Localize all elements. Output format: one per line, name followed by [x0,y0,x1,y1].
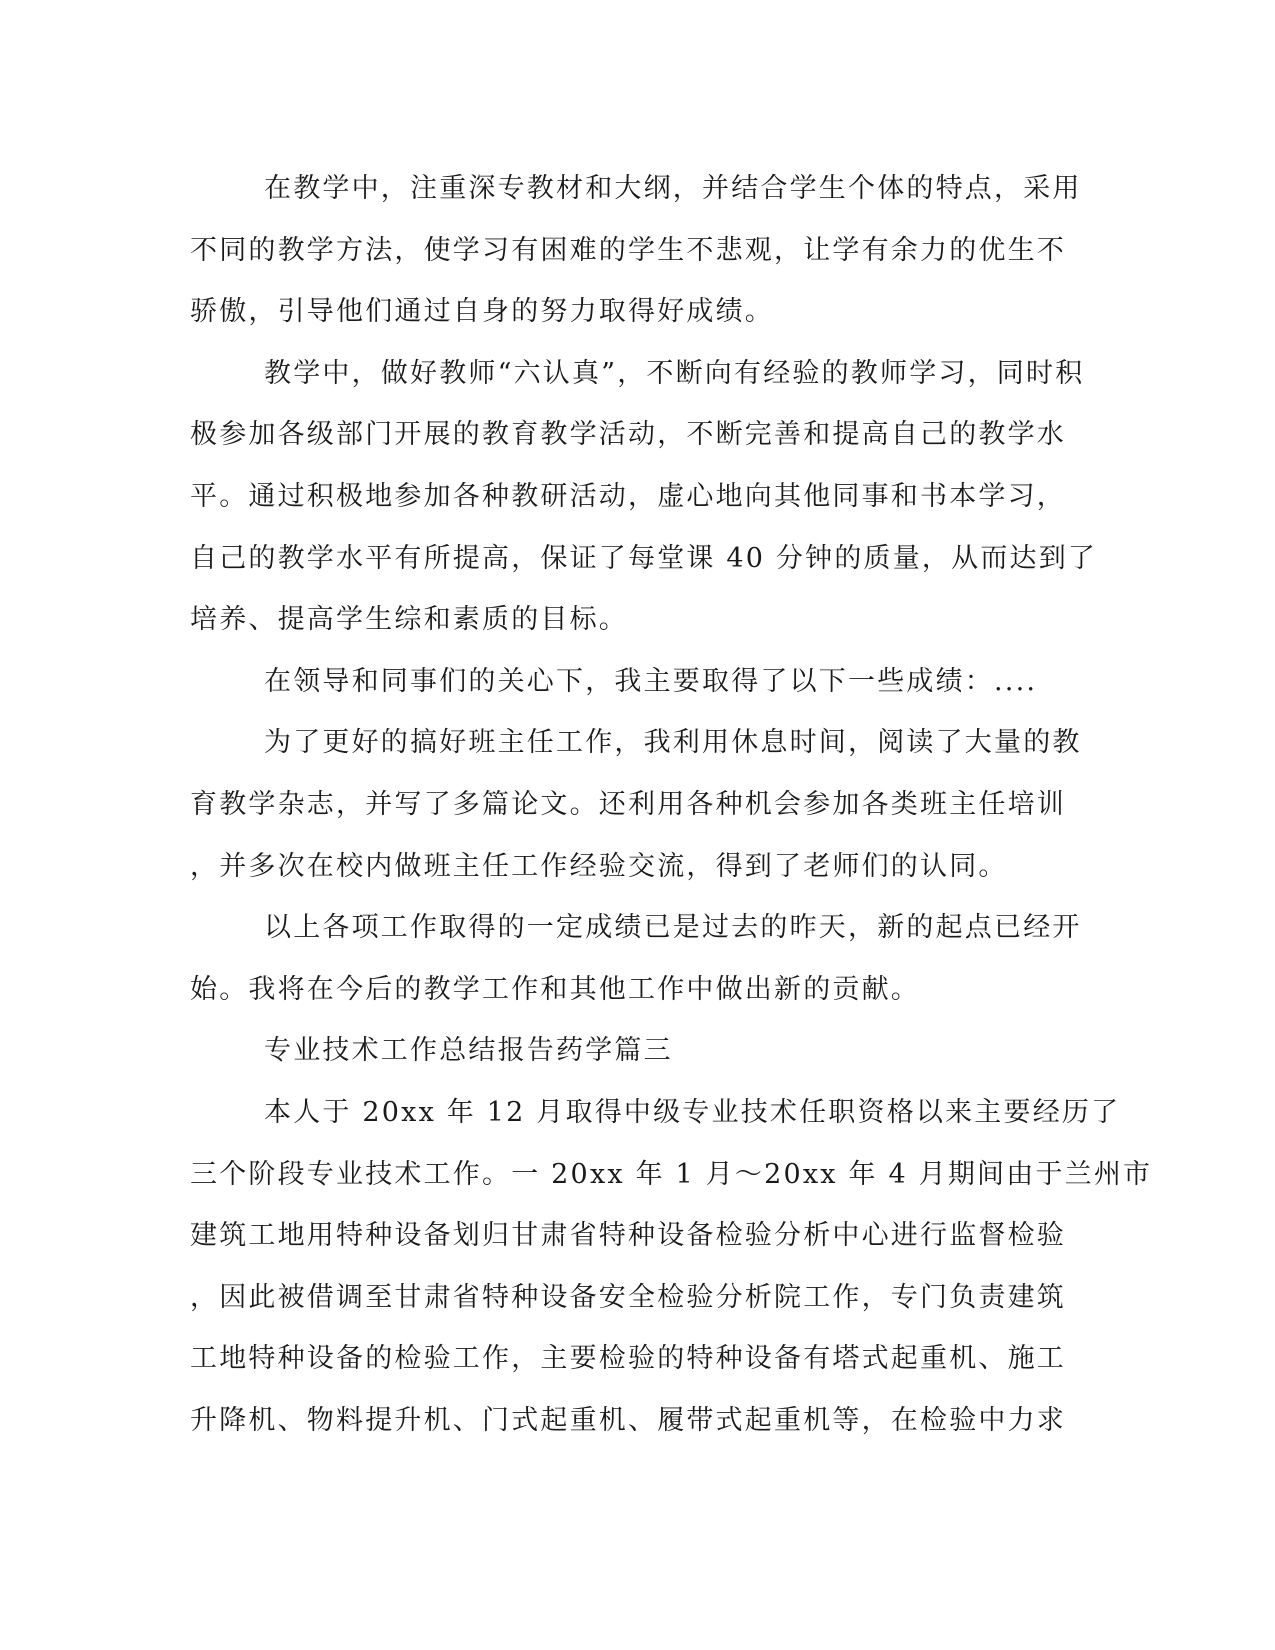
text-line: 培养、提高学生综和素质的目标。 [190,604,628,636]
text-line: 骄傲，引导他们通过自身的努力取得好成绩。 [190,296,774,328]
text-line: 专业技术工作总结报告药学篇三 [264,1035,673,1067]
text-line: 以上各项工作取得的一定成绩已是过去的昨天，新的起点已经开 [264,912,1082,944]
paragraph [190,712,1090,897]
text-line: 自己的教学水平有所提高，保证了每堂课 40 分钟的质量，从而达到了 [190,542,1098,574]
text-line: 本人于 20xx 年 12 月取得中级专业技术任职资格以来主要经历了 [264,1096,1121,1128]
text-line: 三个阶段专业技术工作。一 20xx 年 1 月～20xx 年 4 月期间由于兰州市 [190,1158,1153,1190]
document-body [190,158,1153,1451]
paragraph [190,343,1098,651]
paragraph [190,1082,1153,1452]
text-line: 建筑工地用特种设备划归甘肃省特种设备检验分析中心进行监督检验 [190,1220,1066,1252]
paragraph [190,1020,1090,1082]
text-line: ，因此被借调至甘肃省特种设备安全检验分析院工作，专门负责建筑 [190,1281,1066,1313]
text-line: 升降机、物料提升机、门式起重机、履带式起重机等，在检验中力求 [190,1404,1066,1436]
text-line: 在教学中，注重深专教材和大纲，并结合学生个体的特点，采用 [264,173,1082,204]
text-line: 在领导和同事们的关心下，我主要取得了以下一些成绩：.... [264,665,1038,697]
paragraph [190,158,1090,343]
text-line: 育教学杂志，并写了多篇论文。还利用各种机会参加各类班主任培训 [190,788,1066,820]
text-line: 始。我将在今后的教学工作和其他工作中做出新的贡献。 [190,973,920,1005]
text-line: 为了更好的搞好班主任工作，我利用休息时间，阅读了大量的教 [264,727,1082,759]
paragraph [190,897,1090,1020]
text-line: 极参加各级部门开展的教育教学活动，不断完善和提高自己的教学水 [190,419,1066,451]
paragraph [190,651,1090,713]
text-line: ，并多次在校内做班主任工作经验交流，得到了老师们的认同。 [190,850,1008,882]
text-line: 不同的教学方法，使学习有困难的学生不悲观，让学有余力的优生不 [190,234,1066,266]
text-line: 工地特种设备的检验工作，主要检验的特种设备有塔式起重机、施工 [190,1343,1066,1375]
text-line: 平。通过积极地参加各种教研活动，虚心地向其他同事和书本学习， [190,480,1066,512]
text-line: 教学中，做好教师“六认真”，不断向有经验的教师学习，同时积 [264,357,1085,389]
